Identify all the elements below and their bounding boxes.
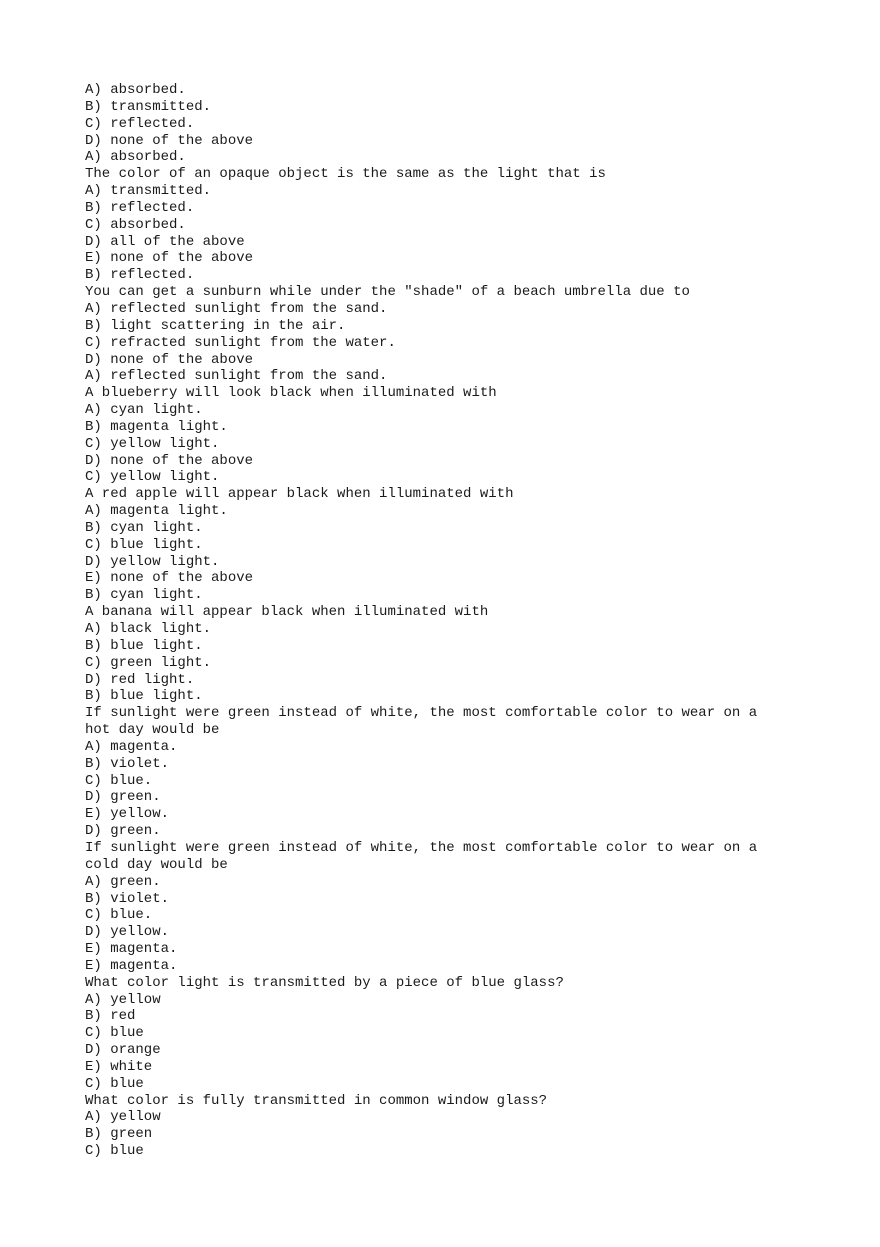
text-line: C) blue (85, 1025, 144, 1042)
text-line: D) red light. (85, 671, 195, 688)
text-line: B) violet. (85, 755, 170, 772)
text-line: A) yellow (85, 991, 161, 1008)
text-line: D) none of the above (85, 452, 254, 469)
text-line: B) blue light. (85, 637, 203, 654)
text-line: C) blue. (85, 907, 153, 924)
text-line: B) blue light. (85, 688, 203, 705)
text-line: B) cyan light. (85, 587, 203, 604)
text-line: C) absorbed. (85, 216, 186, 233)
text-line: E) none of the above (85, 250, 254, 267)
text-line: C) green light. (85, 654, 212, 671)
text-line: B) reflected. (85, 267, 195, 284)
text-line: A blueberry will look black when illuminated with (85, 385, 497, 402)
text-line: A) absorbed. (85, 149, 186, 166)
text-line: D) yellow light. (85, 553, 220, 570)
text-line: D) green. (85, 823, 161, 840)
text-line: B) magenta light. (85, 418, 228, 435)
text-line: C) blue (85, 1075, 144, 1092)
text-line: A) magenta. (85, 738, 178, 755)
text-line: E) magenta. (85, 941, 178, 958)
text-line: You can get a sunburn while under the "shade" of a beach umbrella due to (85, 284, 690, 301)
text-line: A) yellow (85, 1109, 161, 1126)
text-line: B) cyan light. (85, 519, 203, 536)
text-line: A) absorbed. (85, 82, 186, 98)
text-line: hot day would be (85, 722, 220, 739)
text-line: C) blue (85, 1143, 144, 1160)
text-line: C) reflected. (85, 115, 195, 132)
document-page (85, 82, 825, 1160)
text-line: C) blue. (85, 772, 153, 789)
text-line: B) green (85, 1126, 153, 1143)
text-line: C) yellow light. (85, 435, 220, 452)
text-line: C) yellow light. (85, 469, 220, 486)
text-line: D) none of the above (85, 132, 254, 149)
text-line: B) violet. (85, 890, 170, 907)
text-line: What color is fully transmitted in common window glass? (85, 1092, 548, 1109)
text-line: D) none of the above (85, 351, 254, 368)
text-line: A) transmitted. (85, 183, 212, 200)
text-line: B) transmitted. (85, 98, 212, 115)
text-line: C) blue light. (85, 536, 203, 553)
text-line: B) red (85, 1008, 136, 1025)
text-line: What color light is transmitted by a piece of blue glass? (85, 974, 564, 991)
text-line: If sunlight were green instead of white, the most comfortable color to wear on a (85, 705, 758, 722)
text-line: A) green. (85, 873, 161, 890)
text-line: E) magenta. (85, 957, 178, 974)
text-line: B) light scattering in the air. (85, 317, 346, 334)
text-line: A) black light. (85, 621, 212, 637)
text-line: D) all of the above (85, 233, 245, 250)
text-line: D) green. (85, 789, 161, 806)
text-line: A) cyan light. (85, 402, 203, 419)
text-line: C) refracted sunlight from the water. (85, 334, 396, 351)
text-line: D) yellow. (85, 924, 170, 941)
text-line: A red apple will appear black when illuminated with (85, 486, 514, 503)
text-line: E) none of the above (85, 570, 254, 587)
text-line: A) magenta light. (85, 503, 228, 520)
text-line: E) white (85, 1058, 153, 1075)
text-line: A) reflected sunlight from the sand. (85, 300, 388, 317)
text-line: A) reflected sunlight from the sand. (85, 368, 388, 385)
text-line: The color of an opaque object is the same as the light that is (85, 166, 606, 183)
text-line: If sunlight were green instead of white, the most comfortable color to wear on a (85, 839, 758, 856)
text-line: B) reflected. (85, 199, 195, 216)
text-line: cold day would be (85, 856, 228, 873)
text-line: E) yellow. (85, 806, 170, 823)
text-line: A banana will appear black when illuminated with (85, 604, 489, 621)
text-line: D) orange (85, 1042, 161, 1059)
